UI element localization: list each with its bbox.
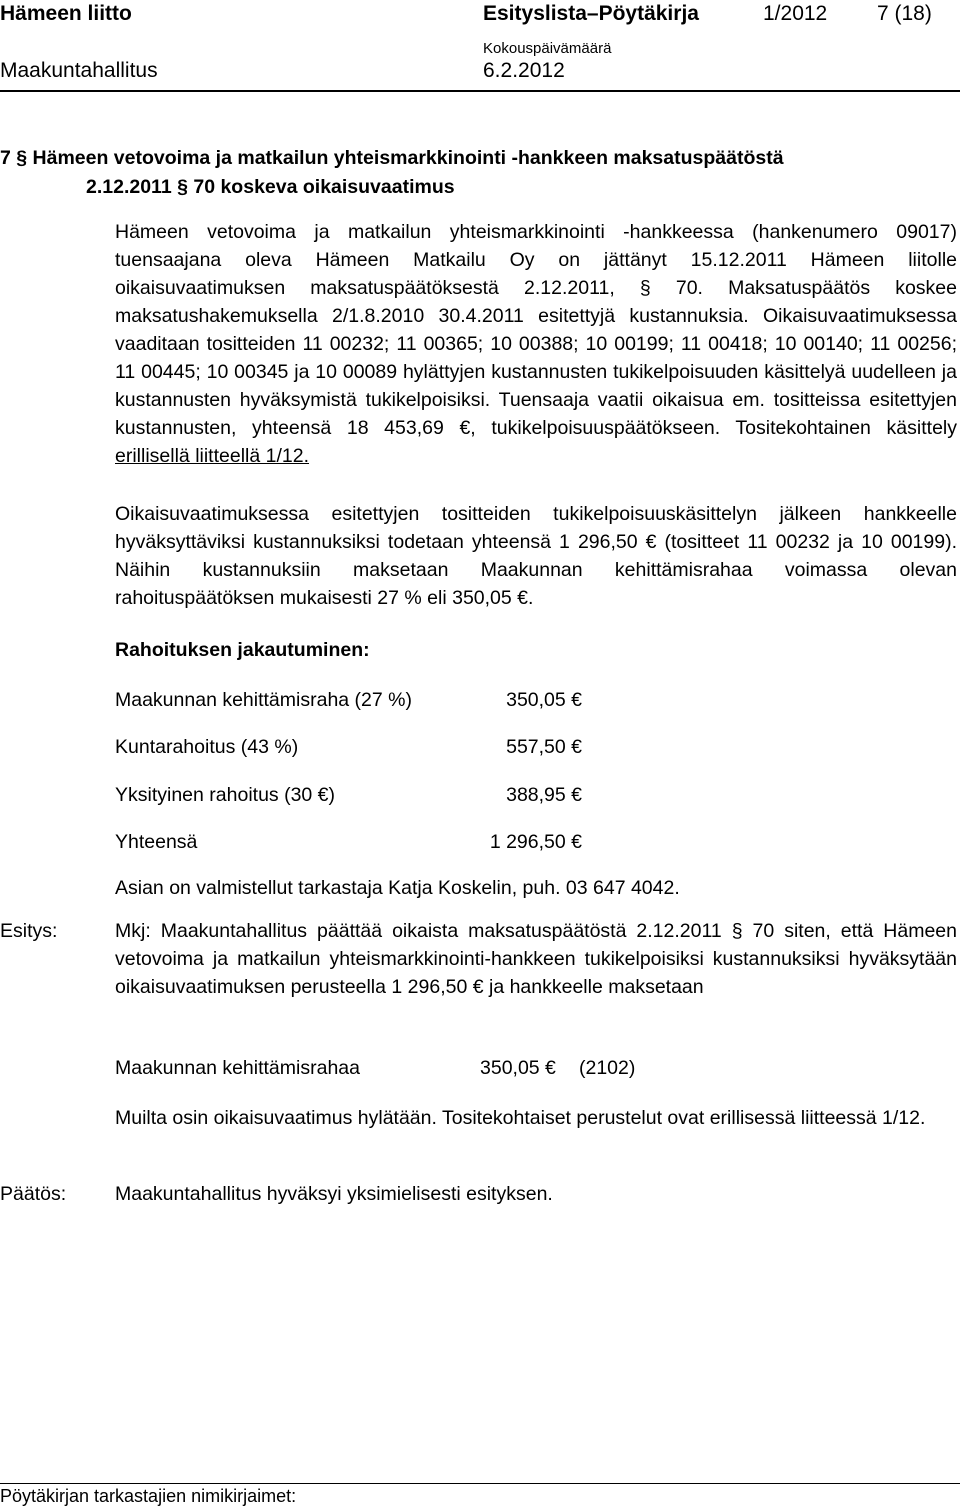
section-title-line-1: 7 § Hämeen vetovoima ja matkailun yhteismarkkinointi -hankkeen maksatuspäätöstä	[0, 147, 784, 169]
funding-heading: Rahoituksen jakautuminen:	[115, 639, 370, 661]
funding-row-label: Yksityinen rahoitus (30 €)	[115, 784, 336, 806]
organization-name: Hämeen liitto	[0, 2, 132, 25]
paragraph-claim-text: Hämeen vetovoima ja matkailun yhteismarkkinointi -hankkeessa (hankenumero 09017) tuensaajana oleva Hämeen Matkailu Oy on jättänyt 15.12.2011 Hämeen liitolle oikaisuvaatimuksen maksatuspäätöksestä 2.12.2011, § 70. Maksatuspäätös koskee maksatushakemuksella 2/1.8.2010 30.4.2011 esitettyjä kustannuksia. Oikaisuvaatimuksessa vaaditaan tositteiden 11 00232; 11 00365; 10 00388; 10 00199; 11 00418; 10 00140; 11 00256; 11 00445; 10 00345 ja 10 00089 hylättyjen kustannusten tukikelpoisuuden käsittelyä uudelleen ja kustannusten hyväksymistä tukikelpoisiksi. Tuensaaja vaatii oikaisua em. tositteissa esitettyjen kustannusten, yhteensä 18 453,69 €, tukikelpoisuuspäätökseen. Tositekohtainen käsittely	[115, 221, 957, 439]
proposal-rest: Muilta osin oikaisuvaatimus hylätään. Tositekohtaiset perustelut ovat erillisessä liitteessä 1/12.	[115, 1107, 926, 1129]
signatures-label: Pöytäkirjan tarkastajien nimikirjaimet:	[0, 1486, 297, 1506]
footer-rule	[0, 1483, 960, 1484]
funding-row-amount: 557,50 €	[506, 736, 582, 758]
section-title-line-2: 2.12.2011 § 70 koskeva oikaisuvaatimus	[86, 176, 455, 198]
meeting-date-label: Kokouspäivämäärä	[483, 40, 612, 57]
proposal-label: Esitys:	[0, 920, 58, 942]
preparer-note: Asian on valmistellut tarkastaja Katja Koskelin, puh. 03 647 4042.	[115, 877, 680, 899]
paragraph-approved-costs: Oikaisuvaatimuksessa esitettyjen tositteiden tukikelpoisuuskäsittelyn jälkeen hankkeelle hyväksyttäviksi kustannuksiksi todetaan yhteensä 1 296,50 € (tositteet 11 00232 ja 10 00199). Näihin kustannuksiin maksetaan Maakunnan kehittämisrahaa voimassa olevan rahoituspäätöksen mukaisesti 27 % eli 350,05 €.	[115, 503, 957, 609]
document-type: Esityslista–Pöytäkirja	[483, 2, 699, 25]
grant-amount: 350,05 €	[480, 1057, 556, 1079]
funding-total-label: Yhteensä	[115, 831, 198, 853]
grant-label: Maakunnan kehittämisrahaa	[115, 1057, 360, 1079]
attachment-link[interactable]: erillisellä liitteellä 1/12.	[115, 445, 310, 467]
page-number: 7 (18)	[877, 2, 932, 25]
decision-text: Maakuntahallitus hyväksyi yksimielisesti esityksen.	[115, 1183, 553, 1205]
document-number: 1/2012	[763, 2, 828, 25]
paragraph-claim	[115, 218, 957, 470]
header-rule	[0, 90, 960, 92]
funding-total-amount: 1 296,50 €	[489, 831, 582, 853]
meeting-date: 6.2.2012	[483, 59, 565, 82]
grant-code: (2102)	[579, 1057, 636, 1079]
governing-body: Maakuntahallitus	[0, 59, 158, 82]
funding-row-label: Kuntarahoitus (43 %)	[115, 736, 299, 758]
funding-row-label: Maakunnan kehittämisraha (27 %)	[115, 689, 412, 711]
funding-row-amount: 388,95 €	[506, 784, 582, 806]
proposal-text: Mkj: Maakuntahallitus päättää oikaista maksatuspäätöstä 2.12.2011 § 70 siten, että Hämeen vetovoima ja matkailun yhteismarkkinointi-hankkeen tukikelpoisiksi kustannuksiksi hyväksytään oikaisuvaatimuksen perusteella 1 296,50 € ja hankkeelle maksetaan	[115, 920, 957, 998]
funding-row-amount: 350,05 €	[506, 689, 582, 711]
decision-label: Päätös:	[0, 1183, 67, 1205]
